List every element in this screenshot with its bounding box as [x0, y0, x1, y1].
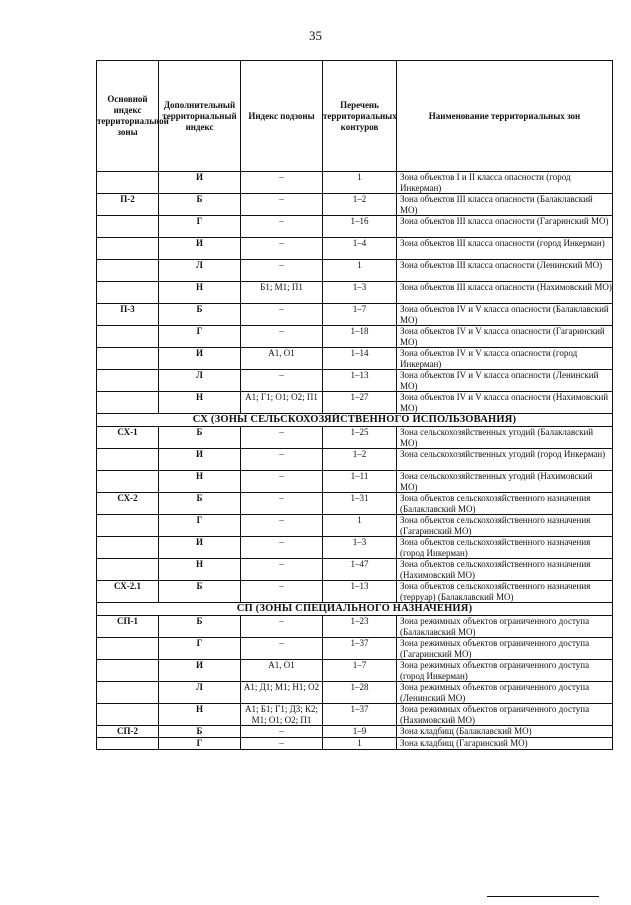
cell-zone-name: Зона объектов сельскохозяйственного назначения (Нахимовский МО) — [397, 559, 613, 581]
cell-main-index — [97, 471, 159, 493]
cell-contours: 1–7 — [323, 660, 397, 682]
cell-main-index — [97, 704, 159, 726]
cell-contours: 1–25 — [323, 427, 397, 449]
cell-additional-index: Н — [159, 282, 241, 304]
cell-main-index — [97, 537, 159, 559]
table-row — [97, 493, 613, 515]
cell-subzone-index: – — [241, 326, 323, 348]
cell-subzone-index: – — [241, 559, 323, 581]
cell-main-index — [97, 392, 159, 414]
cell-contours: 1–47 — [323, 559, 397, 581]
cell-additional-index: И — [159, 348, 241, 370]
cell-additional-index: И — [159, 449, 241, 471]
cell-zone-name: Зона объектов сельскохозяйственного назначения (Гагаринский МО) — [397, 515, 613, 537]
cell-main-index — [97, 370, 159, 392]
cell-subzone-index: А1; Г1; О1; О2; П1 — [241, 392, 323, 414]
cell-additional-index: Б — [159, 726, 241, 738]
cell-main-index — [97, 260, 159, 282]
cell-subzone-index: – — [241, 370, 323, 392]
cell-zone-name: Зона объектов сельскохозяйственного назначения (терруар) (Балаклавский МО) — [397, 581, 613, 603]
cell-zone-name: Зона сельскохозяйственных угодий (Балаклавский МО) — [397, 427, 613, 449]
table-row — [97, 326, 613, 348]
cell-contours: 1–2 — [323, 194, 397, 216]
cell-subzone-index: – — [241, 194, 323, 216]
cell-additional-index: Б — [159, 194, 241, 216]
zones-table — [96, 60, 613, 750]
cell-contours: 1–37 — [323, 704, 397, 726]
cell-zone-name: Зона режимных объектов ограниченного доступа (Гагаринский МО) — [397, 638, 613, 660]
cell-additional-index: Н — [159, 704, 241, 726]
header-additional-index: Дополнительный территориальный индекс — [159, 61, 241, 172]
table-row — [97, 427, 613, 449]
cell-main-index — [97, 738, 159, 750]
cell-subzone-index: – — [241, 581, 323, 603]
table-row — [97, 392, 613, 414]
cell-subzone-index: – — [241, 216, 323, 238]
cell-additional-index: И — [159, 238, 241, 260]
table-row — [97, 304, 613, 326]
cell-main-index: СХ-2 — [97, 493, 159, 515]
section-title: СХ (ЗОНЫ СЕЛЬСКОХОЗЯЙСТВЕННОГО ИСПОЛЬЗОВАНИЯ) — [97, 414, 613, 427]
cell-main-index — [97, 559, 159, 581]
cell-subzone-index: – — [241, 638, 323, 660]
cell-main-index — [97, 238, 159, 260]
cell-subzone-index: А1, О1 — [241, 660, 323, 682]
cell-zone-name: Зона режимных объектов ограниченного доступа (Балаклавский МО) — [397, 616, 613, 638]
cell-subzone-index: – — [241, 427, 323, 449]
table-row — [97, 172, 613, 194]
cell-main-index — [97, 172, 159, 194]
cell-additional-index: И — [159, 660, 241, 682]
cell-zone-name: Зона объектов I и II класса опасности (город Инкерман) — [397, 172, 613, 194]
cell-contours: 1–3 — [323, 537, 397, 559]
cell-contours: 1–13 — [323, 581, 397, 603]
cell-zone-name: Зона объектов III класса опасности (Балаклавский МО) — [397, 194, 613, 216]
cell-zone-name: Зона кладбищ (Гагаринский МО) — [397, 738, 613, 750]
cell-main-index: П-2 — [97, 194, 159, 216]
table-row — [97, 704, 613, 726]
cell-additional-index: Н — [159, 559, 241, 581]
cell-subzone-index: – — [241, 172, 323, 194]
cell-contours: 1–14 — [323, 348, 397, 370]
header-main-index: Основной индекс территориальной зоны — [97, 61, 159, 172]
table-row — [97, 194, 613, 216]
table-row — [97, 370, 613, 392]
cell-contours: 1 — [323, 515, 397, 537]
cell-main-index — [97, 638, 159, 660]
cell-zone-name: Зона сельскохозяйственных угодий (Нахимовский МО) — [397, 471, 613, 493]
cell-additional-index: Г — [159, 515, 241, 537]
cell-main-index — [97, 515, 159, 537]
table-body — [97, 172, 613, 750]
cell-contours: 1–7 — [323, 304, 397, 326]
table-row — [97, 348, 613, 370]
table-row — [97, 260, 613, 282]
footer-rule — [487, 896, 599, 897]
section-row — [97, 603, 613, 616]
cell-contours: 1–31 — [323, 493, 397, 515]
cell-subzone-index: – — [241, 304, 323, 326]
section-title: СП (ЗОНЫ СПЕЦИАЛЬНОГО НАЗНАЧЕНИЯ) — [97, 603, 613, 616]
cell-subzone-index: – — [241, 260, 323, 282]
table-row — [97, 515, 613, 537]
cell-zone-name: Зона объектов сельскохозяйственного назначения (Балаклавский МО) — [397, 493, 613, 515]
cell-contours: 1–13 — [323, 370, 397, 392]
cell-additional-index: Б — [159, 616, 241, 638]
table-row — [97, 581, 613, 603]
header-contours-list: Перечень территориальных контуров — [323, 61, 397, 172]
cell-subzone-index: А1, О1 — [241, 348, 323, 370]
cell-zone-name: Зона режимных объектов ограниченного доступа (город Инкерман) — [397, 660, 613, 682]
cell-main-index: СП-1 — [97, 616, 159, 638]
page-number: 35 — [309, 28, 322, 43]
table-header-row — [97, 61, 613, 172]
cell-zone-name: Зона объектов III класса опасности (город Инкерман) — [397, 238, 613, 260]
cell-zone-name: Зона кладбищ (Балаклавский МО) — [397, 726, 613, 738]
cell-subzone-index: Б1; М1; П1 — [241, 282, 323, 304]
cell-additional-index: И — [159, 537, 241, 559]
cell-contours: 1–11 — [323, 471, 397, 493]
cell-zone-name: Зона объектов IV и V класса опасности (город Инкерман) — [397, 348, 613, 370]
cell-contours: 1–37 — [323, 638, 397, 660]
cell-main-index — [97, 326, 159, 348]
cell-contours: 1–18 — [323, 326, 397, 348]
cell-main-index — [97, 449, 159, 471]
cell-additional-index: Г — [159, 326, 241, 348]
table-row — [97, 449, 613, 471]
cell-additional-index: Л — [159, 682, 241, 704]
cell-zone-name: Зона объектов III класса опасности (Гагаринский МО) — [397, 216, 613, 238]
cell-main-index — [97, 216, 159, 238]
cell-zone-name: Зона режимных объектов ограниченного доступа (Нахимовский МО) — [397, 704, 613, 726]
cell-zone-name: Зона объектов III класса опасности (Ленинский МО) — [397, 260, 613, 282]
table-row — [97, 660, 613, 682]
cell-main-index — [97, 682, 159, 704]
cell-contours: 1 — [323, 260, 397, 282]
cell-subzone-index: – — [241, 537, 323, 559]
cell-contours: 1–3 — [323, 282, 397, 304]
cell-additional-index: Г — [159, 638, 241, 660]
cell-zone-name: Зона объектов III класса опасности (Нахимовский МО) — [397, 282, 613, 304]
table-row — [97, 559, 613, 581]
cell-main-index — [97, 660, 159, 682]
cell-additional-index: Б — [159, 581, 241, 603]
cell-subzone-index: – — [241, 493, 323, 515]
cell-main-index: СХ-2.1 — [97, 581, 159, 603]
cell-contours: 1–2 — [323, 449, 397, 471]
cell-subzone-index: – — [241, 471, 323, 493]
cell-zone-name: Зона режимных объектов ограниченного доступа (Ленинский МО) — [397, 682, 613, 704]
table-row — [97, 216, 613, 238]
cell-subzone-index: – — [241, 449, 323, 471]
cell-subzone-index: – — [241, 515, 323, 537]
cell-contours: 1–23 — [323, 616, 397, 638]
header-zone-name: Наименование территориальных зон — [397, 61, 613, 172]
cell-additional-index: Г — [159, 216, 241, 238]
cell-subzone-index: – — [241, 726, 323, 738]
cell-main-index — [97, 348, 159, 370]
table-row — [97, 738, 613, 750]
cell-subzone-index: А1; Б1; Г1; Д3; К2; М1; О1; О2; П1 — [241, 704, 323, 726]
cell-additional-index: Г — [159, 738, 241, 750]
table-row — [97, 726, 613, 738]
cell-additional-index: Н — [159, 471, 241, 493]
cell-contours: 1–16 — [323, 216, 397, 238]
cell-contours: 1–28 — [323, 682, 397, 704]
cell-main-index: СХ-1 — [97, 427, 159, 449]
cell-zone-name: Зона объектов IV и V класса опасности (Ленинский МО) — [397, 370, 613, 392]
cell-zone-name: Зона объектов IV и V класса опасности (Нахимовский МО) — [397, 392, 613, 414]
cell-zone-name: Зона объектов IV и V класса опасности (Гагаринский МО) — [397, 326, 613, 348]
table-row — [97, 238, 613, 260]
cell-main-index: СП-2 — [97, 726, 159, 738]
table-row — [97, 537, 613, 559]
cell-additional-index: Б — [159, 493, 241, 515]
cell-contours: 1–27 — [323, 392, 397, 414]
cell-main-index — [97, 282, 159, 304]
cell-subzone-index: – — [241, 238, 323, 260]
cell-subzone-index: – — [241, 738, 323, 750]
table-row — [97, 616, 613, 638]
cell-zone-name: Зона сельскохозяйственных угодий (город Инкерман) — [397, 449, 613, 471]
cell-additional-index: И — [159, 172, 241, 194]
cell-contours: 1–9 — [323, 726, 397, 738]
cell-contours: 1 — [323, 738, 397, 750]
table-row — [97, 638, 613, 660]
section-row — [97, 414, 613, 427]
cell-additional-index: Л — [159, 260, 241, 282]
header-subzone-index: Индекс подзоны — [241, 61, 323, 172]
cell-contours: 1 — [323, 172, 397, 194]
cell-additional-index: Б — [159, 304, 241, 326]
cell-subzone-index: А1; Д1; М1; Н1; О2 — [241, 682, 323, 704]
cell-zone-name: Зона объектов сельскохозяйственного назначения (город Инкерман) — [397, 537, 613, 559]
cell-additional-index: Л — [159, 370, 241, 392]
cell-zone-name: Зона объектов IV и V класса опасности (Балаклавский МО) — [397, 304, 613, 326]
cell-contours: 1–4 — [323, 238, 397, 260]
table-row — [97, 471, 613, 493]
table-row — [97, 282, 613, 304]
cell-main-index: П-3 — [97, 304, 159, 326]
table-row — [97, 682, 613, 704]
cell-additional-index: Б — [159, 427, 241, 449]
cell-additional-index: Н — [159, 392, 241, 414]
cell-subzone-index: – — [241, 616, 323, 638]
